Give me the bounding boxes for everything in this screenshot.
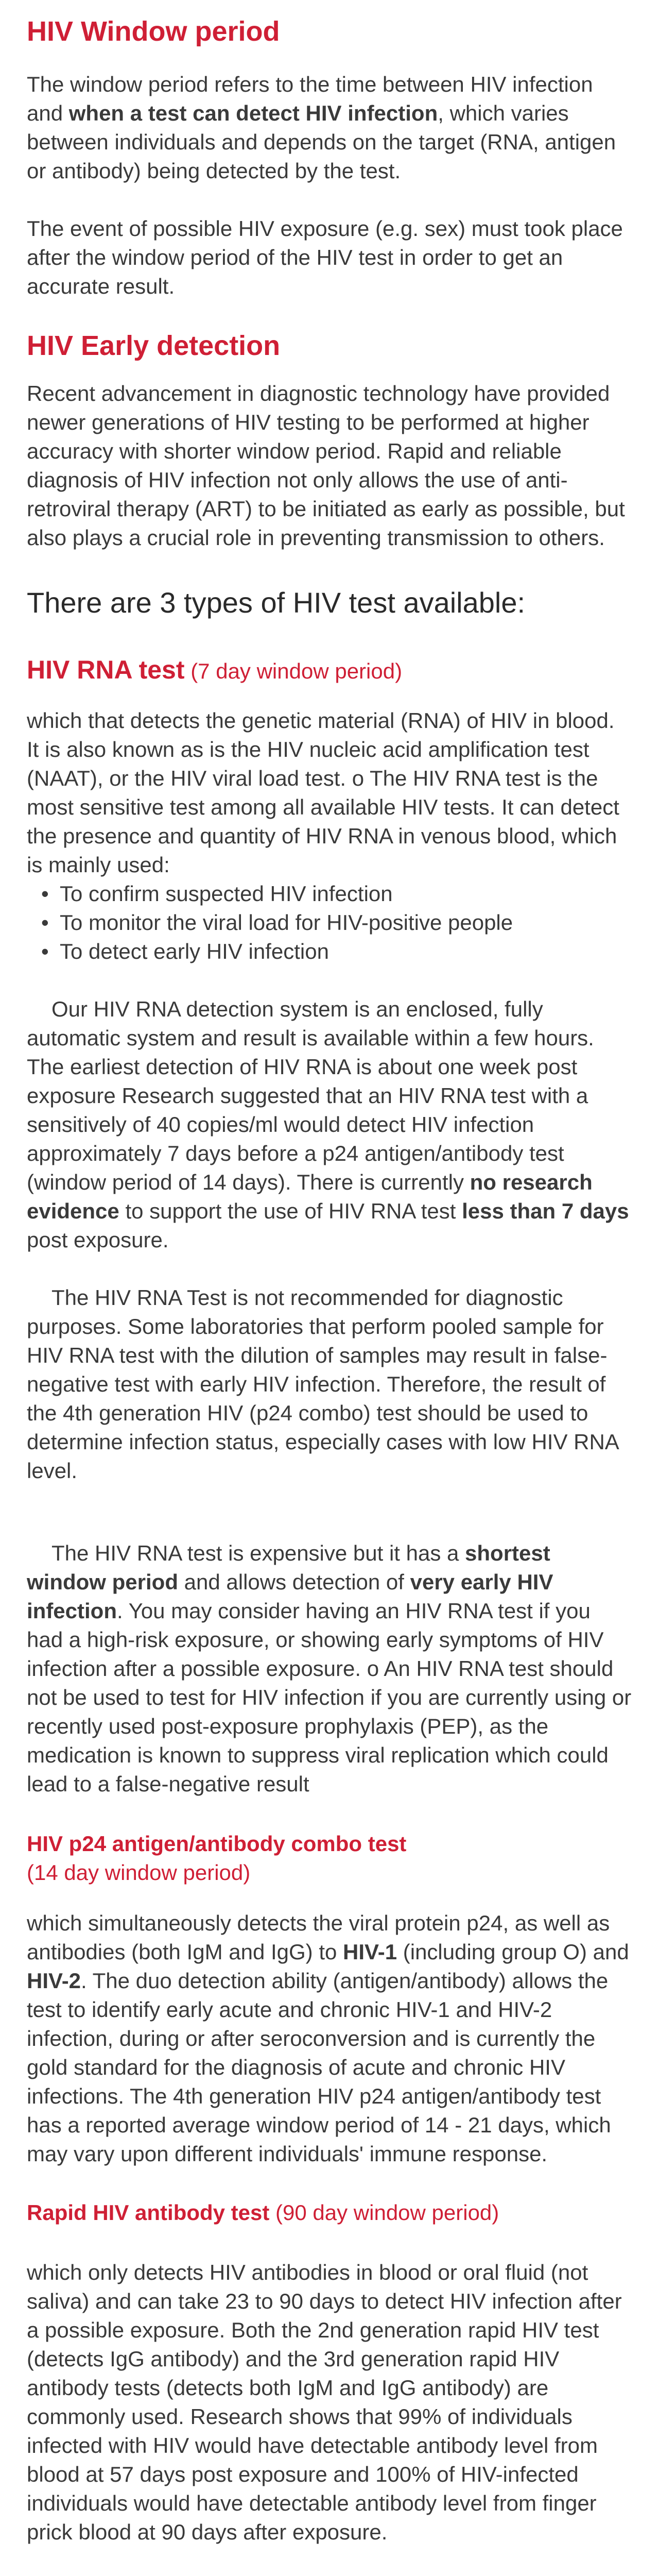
- text-segment: which simultaneously detects the viral protein p24, as well as antibodies (both IgM and IgG) to: [27, 1911, 610, 1964]
- rna-paragraph-4: [27, 1539, 632, 1799]
- rna-test-title: HIV RNA test: [27, 655, 185, 684]
- emphasis-text: very early HIV infection: [27, 1570, 553, 1623]
- rna-paragraph-2: [27, 995, 632, 1255]
- early-detection-heading: HIV Early detection: [27, 330, 281, 361]
- emphasis-text: no research evidence: [27, 1170, 593, 1223]
- emphasis-text: HIV-2: [27, 1969, 81, 1993]
- text-segment: , which varies between individuals and depends on the target (RNA, antigen or antibody) being detected by the test.: [27, 101, 616, 183]
- rapid-approval-list: [27, 2573, 632, 2576]
- emphasis-text: when a test can detect HIV infection: [68, 101, 438, 125]
- text-segment: . The duo detection ability (antigen/antibody) allows the test to identify early acute and chronic HIV-1 and HIV-2 infection, during or after seroconversion and is currently the gold standard for the diagnosis of acute and chronic HIV infections. The 4th generation HIV p24 antigen/antibody test has a reported average window period of 14 - 21 days, which may vary upon different individuals' immune response.: [27, 1969, 611, 2166]
- text-segment: to support the use of HIV RNA test: [119, 1199, 462, 1223]
- rna-test-heading: [27, 653, 632, 688]
- text-segment: The HIV RNA test is expensive but it has a: [51, 1541, 465, 1565]
- p24-window-period: (14 day window period): [27, 1860, 251, 1885]
- text-segment: (including group O) and: [397, 1940, 629, 1964]
- early-detection-paragraph: Recent advancement in diagnostic technology have provided newer generations of HIV testing to be performed at higher accuracy with shorter window period. Rapid and reliable diagnosis of HIV infection not only allows the use of anti-retroviral therapy (ART) to be initiated as early as possible, but also plays a crucial role in preventing transmission to others.: [27, 381, 625, 550]
- text-segment: The window period refers to the time between HIV infection and: [27, 72, 593, 125]
- emphasis-text: less than 7 days: [462, 1199, 629, 1223]
- rapid-test-title: Rapid HIV antibody test: [27, 2200, 270, 2225]
- p24-test-title: HIV p24 antigen/antibody combo test: [27, 1832, 407, 1856]
- emphasis-text: shortest window period: [27, 1541, 550, 1594]
- rna-window-period: (7 day window period): [184, 659, 403, 683]
- text-segment: post exposure.: [27, 1228, 169, 1252]
- p24-test-heading: [27, 1829, 632, 1887]
- test-types-heading: There are 3 types of HIV test available:: [27, 586, 526, 619]
- rapid-paragraph: which only detects HIV antibodies in blood or oral fluid (not saliva) and can take 23 to 90 days to detect HIV infection after a possible exposure. Both the 2nd generation rapid HIV test (detects IgG antibody) and the 3rd generation rapid HIV antibody tests (detects both IgM and IgG antibody) are commonly used. Research shows that 99% of individuals infected with HIV would have detectable antibody level from blood at 57 days post exposure and 100% of HIV-infected individuals would have detectable antibody level from finger prick blood at 90 days after exposure.: [27, 2260, 622, 2544]
- list-item: • To confirm suspected HIV infection: [60, 879, 632, 908]
- window-period-paragraph-1: [27, 70, 632, 185]
- text-segment: and allows detection of: [178, 1570, 410, 1594]
- rna-paragraph-1: which that detects the genetic material (RNA) of HIV in blood. It is also known as is the HIV nucleic acid amplification test (NAAT), or the HIV viral load test. o The HIV RNA test is the most sensitive test among all available HIV tests. It can detect the presence and quantity of HIV RNA in venous blood, which is mainly used:: [27, 708, 619, 877]
- text-segment: . You may consider having an HIV RNA test if you had a high-risk exposure, or showing early symptoms of HIV infection after a possible exposure. o An HIV RNA test should not be used to test for HIV infection if you are currently using or recently used post-exposure prophylaxis (PEP), as the medication is known to suppress viral replication which could lead to a false-negative result: [27, 1599, 632, 1796]
- rna-uses-list: [27, 879, 632, 966]
- p24-paragraph: [27, 1909, 632, 2168]
- emphasis-text: HIV-1: [343, 1940, 397, 1964]
- rna-paragraph-3: The HIV RNA Test is not recommended for diagnostic purposes. Some laboratories that perform pooled sample for HIV RNA test with the dilution of samples may result in false-negative test with early HIV infection. Therefore, the result of the 4th generation HIV (p24 combo) test should be used to determine infection status, especially cases with low HIV RNA level.: [27, 1285, 618, 1483]
- list-item: • To detect early HIV infection: [60, 937, 632, 966]
- text-segment: Our HIV RNA detection system is an enclosed, fully automatic system and result is available within a few hours. The earliest detection of HIV RNA is about one week post exposure Research suggested that an HIV RNA test with a sensitively of 40 copies/ml would detect HIV infection approximately 7 days before a p24 antigen/antibody test (window period of 14 days). There is currently: [27, 997, 594, 1194]
- list-item: [50, 2573, 632, 2576]
- rapid-window-period: (90 day window period): [269, 2200, 499, 2225]
- window-period-paragraph-2: The event of possible HIV exposure (e.g. sex) must took place after the window period of the HIV test in order to get an accurate result.: [27, 216, 623, 298]
- rapid-test-heading: [27, 2198, 632, 2227]
- list-item: • To monitor the viral load for HIV-positive people: [60, 908, 632, 937]
- window-period-heading: HIV Window period: [27, 16, 280, 47]
